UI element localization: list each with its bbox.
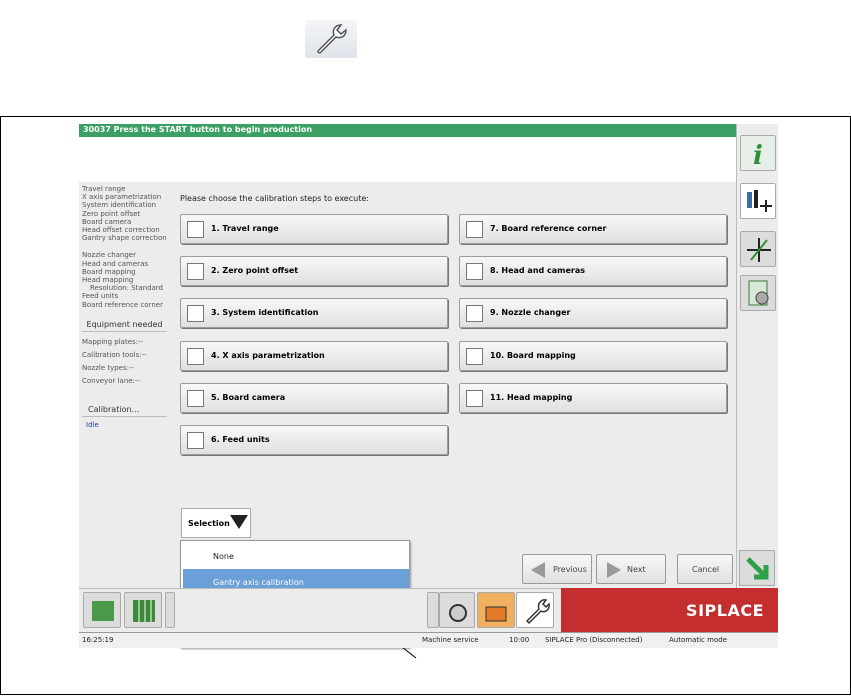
status-clock: 10:00: [509, 636, 530, 644]
step-checkbox[interactable]: [187, 305, 204, 322]
step-checkbox[interactable]: [466, 305, 483, 322]
left-step: Zero point offset: [82, 209, 141, 218]
selection-dropdown[interactable]: [181, 508, 251, 538]
left-step: Board mapping: [82, 267, 136, 276]
confirm-arrow-icon[interactable]: [739, 550, 775, 586]
cancel-button[interactable]: [677, 554, 733, 584]
chevron-down-icon: [230, 515, 248, 529]
step-label: 1. Travel range: [211, 224, 279, 233]
left-step: System identification: [82, 201, 157, 210]
left-step: Resolution: Standard: [90, 284, 164, 293]
step-label: 4. X axis parametrization: [211, 351, 325, 360]
equipment-item: Calibration tools:--: [82, 351, 147, 360]
equipment-item: Nozzle types:--: [82, 364, 135, 373]
previous-arrow-icon: [529, 561, 547, 579]
settings-icon[interactable]: [740, 275, 776, 311]
step-checkbox[interactable]: [187, 390, 204, 407]
left-info-panel: [79, 182, 170, 588]
step-button[interactable]: [180, 298, 448, 328]
status-banner: 30037 Press the START button to begin production: [79, 124, 736, 137]
left-step: Feed units: [82, 292, 119, 301]
step-button[interactable]: [180, 341, 448, 371]
step-button[interactable]: [180, 425, 448, 455]
left-step: X axis parametrization: [82, 193, 162, 202]
status-connection: SIPLACE Pro (Disconnected): [545, 636, 643, 644]
tool-icon[interactable]: [427, 592, 439, 628]
left-step: Head and cameras: [82, 259, 149, 268]
step-button[interactable]: [180, 383, 448, 413]
step-button[interactable]: [459, 256, 727, 286]
previous-button[interactable]: [522, 554, 592, 584]
step-label: 6. Feed units: [211, 435, 270, 444]
step-label: 2. Zero point offset: [211, 266, 299, 275]
step-checkbox[interactable]: [187, 221, 204, 238]
previous-label: Previous: [553, 565, 587, 574]
step-checkbox[interactable]: [187, 263, 204, 280]
oil-can-icon[interactable]: [477, 592, 515, 628]
next-label: Next: [627, 565, 646, 574]
step-button[interactable]: [180, 256, 448, 286]
status-mode: Automatic mode: [669, 636, 727, 644]
wrench-tab-icon[interactable]: [516, 592, 554, 628]
right-toolbar: [736, 124, 778, 588]
calibration-heading: Calibration...: [82, 406, 167, 417]
step-checkbox[interactable]: [466, 390, 483, 407]
calibration-icon[interactable]: [740, 183, 776, 219]
svg-text:i: i: [753, 141, 763, 171]
option-none[interactable]: None: [213, 552, 234, 561]
siplace-logo: SIPLACE: [561, 588, 778, 632]
left-step: Board camera: [82, 217, 132, 226]
gear-icon[interactable]: [439, 592, 475, 628]
left-step: Head offset correction: [82, 226, 160, 235]
step-checkbox[interactable]: [466, 221, 483, 238]
step-label: 11. Head mapping: [490, 393, 573, 402]
step-button[interactable]: [459, 341, 727, 371]
board-stack-icon[interactable]: [83, 592, 121, 628]
step-label: 3. System identification: [211, 308, 319, 317]
step-label: 8. Head and cameras: [490, 266, 586, 275]
left-step: Head mapping: [82, 276, 134, 285]
step-checkbox[interactable]: [187, 432, 204, 449]
equipment-heading: Equipment needed: [82, 321, 167, 332]
grid-icon[interactable]: [124, 592, 162, 628]
banner-area: [79, 137, 736, 182]
next-button[interactable]: [596, 554, 666, 584]
left-step: Travel range: [82, 185, 126, 193]
calibration-status: Idle: [86, 421, 99, 430]
instruction-text: Please choose the calibration steps to execute:: [180, 194, 369, 203]
step-checkbox[interactable]: [187, 348, 204, 365]
wrench-icon: [305, 20, 357, 58]
status-bar: [79, 632, 778, 648]
equipment-item: Conveyor lane:--: [82, 377, 140, 386]
left-step: Nozzle changer: [82, 251, 136, 260]
crosshair-icon[interactable]: [740, 231, 776, 267]
step-label: 9. Nozzle changer: [490, 308, 571, 317]
step-button[interactable]: [459, 383, 727, 413]
info-icon[interactable]: [740, 135, 776, 171]
step-checkbox[interactable]: [466, 348, 483, 365]
step-label: 10. Board mapping: [490, 351, 576, 360]
step-label: 7. Board reference corner: [490, 224, 607, 233]
step-button[interactable]: [180, 214, 448, 244]
left-step: Board reference corner: [82, 300, 163, 309]
equipment-item: Mapping plates:--: [82, 338, 144, 347]
step-button[interactable]: [459, 298, 727, 328]
status-machine-service: Machine service: [422, 636, 479, 644]
selection-label: Selection: [188, 519, 230, 528]
option-gantry-axis-calibration[interactable]: Gantry axis calibration: [183, 569, 409, 594]
status-time: 16:25:19: [82, 636, 114, 644]
toolbar-edge-icon[interactable]: [165, 592, 175, 628]
left-step: Gantry shape correction: [82, 234, 167, 243]
cancel-label: Cancel: [692, 565, 720, 574]
step-checkbox[interactable]: [466, 263, 483, 280]
next-arrow-icon: [605, 561, 623, 579]
step-button[interactable]: [459, 214, 727, 244]
step-label: 5. Board camera: [211, 393, 286, 402]
